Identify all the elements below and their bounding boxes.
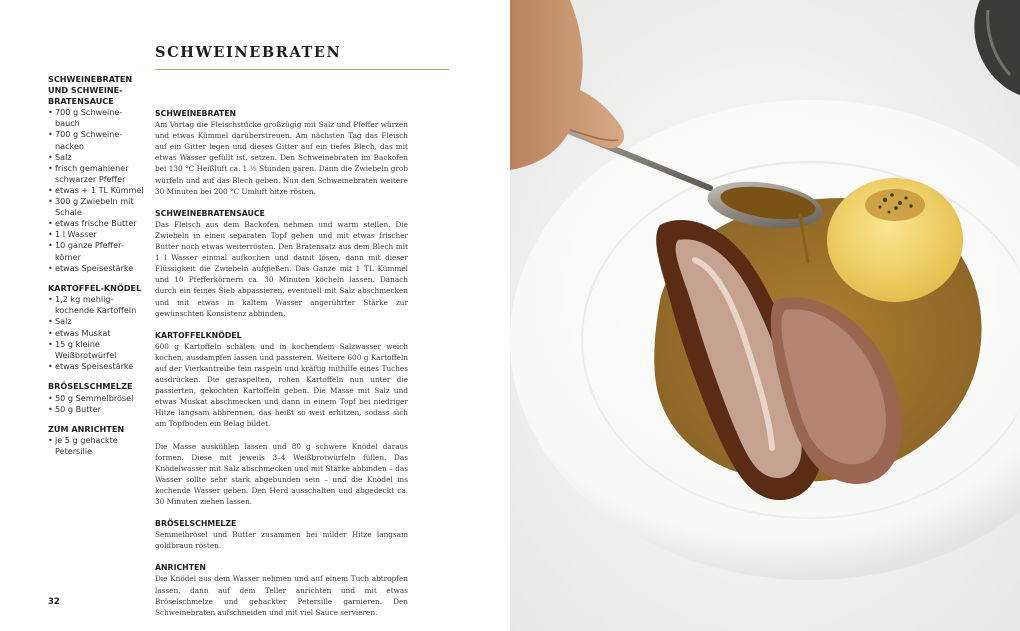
- ingredient-item: • etwas frische Butter: [48, 218, 144, 229]
- method-section: [155, 208, 408, 319]
- ingredient-item: • 1,2 kg mehlig-kochende Kartoffeln: [48, 294, 144, 316]
- ingredient-item: • 50 g Semmelbrösel: [48, 393, 144, 404]
- ingredient-item: • etwas Speisestärke: [48, 263, 144, 274]
- ingredient-list: [48, 435, 144, 457]
- method-section: [155, 518, 408, 551]
- ingredient-item: • 300 g Zwiebeln mit Schale: [48, 196, 144, 218]
- method-paragraph: 600 g Kartoffeln schälen und in kochendem Salzwasser weich kochen, ausdampfen lassen und passieren. Weitere 600 g Kartoffeln auf der Vierkantreibe fein raspeln und kräftig mithilfe eines Tuches ausdrücken. Die geraspelten, rohen Kartoffeln nun unter die passierten, gekochten Kartoffeln geben. Die Masse mit Salz und etwas Muskat abschmecken und dann in einem Topf bei niedriger Hitze langsam abbrennen, das heißt so weit erhitzen, sodass sich am Topfboden ein Belag bildet.: [155, 341, 408, 429]
- method-section: [155, 108, 408, 197]
- method-section-heading: BRÖSELSCHMELZE: [155, 519, 237, 529]
- ingredient-group: [48, 381, 144, 414]
- method-section-heading: ANRICHTEN: [155, 563, 206, 573]
- ingredient-list: [48, 107, 144, 273]
- method-section: [155, 562, 408, 617]
- ingredient-item: • etwas Speisestärke: [48, 361, 144, 372]
- method-paragraph: Semmelbrösel und Butter zusammen bei milder Hitze langsam goldbraun rösten.: [155, 530, 408, 551]
- ingredient-group-heading: KARTOFFEL-KNÖDEL: [48, 283, 142, 294]
- ingredient-item: • etwas Muskat: [48, 328, 144, 339]
- title-rule: [155, 69, 449, 70]
- ingredient-list: [48, 393, 144, 415]
- ingredient-item: • 10 ganze Pfeffer-körner: [48, 240, 144, 262]
- ingredient-item: • 50 g Butter: [48, 404, 144, 415]
- page-number: 32: [48, 597, 60, 607]
- method-paragraph: Die Masse auskühlen lassen und 80 g schwere Knödel daraus formen. Diese mit jeweils 3–4 Weißbrotwürfeln füllen. Das Knödelwasser mit Salz abschmecken und mit Stärke abbinden – das Wasser sollte sehr stark abgebunden sein – und die Knödel ins kochende Wasser geben. Den Herd ausschalten und abgedeckt ca. 30 Minuten ziehen lassen.: [155, 441, 408, 506]
- ingredient-group: [48, 74, 144, 274]
- ingredient-item: • 700 g Schweine-bauch: [48, 107, 144, 129]
- ingredient-group-heading: ZUM ANRICHTEN: [48, 424, 125, 435]
- ingredient-group: [48, 283, 144, 372]
- ingredient-item: • 1 l Wasser: [48, 229, 144, 240]
- method-section-heading: SCHWEINEBRATEN: [155, 109, 237, 118]
- ingredient-group: [48, 424, 144, 457]
- method-section: [155, 330, 408, 507]
- method-paragraph: Das Fleisch aus dem Backofen nehmen und warm stellen. Die Zwiebeln in einen separaten Topf geben und mit etwas frischer Butter noch etwas weiterrösten. Den Bratensatz aus dem Blech mit 1 l Wasser einmal aufkochen und damit lösen, dann mit dieser Flüssigkeit die Zwiebeln aufgießen. Das Ganze mit 1 TL Kümmel und 10 Pfefferkörnern ca. 30 Minuten köcheln lassen. Danach durch ein feines Sieb abpassieren, eventuell mit Salz abschmecken und mit etwas in kaltem Wasser angerührter Stärke zur gewünschten Konsistenz abbinden.: [155, 219, 408, 318]
- dish-photo-svg: [510, 0, 1020, 631]
- ingredient-item: • etwas + 1 TL Kümmel: [48, 185, 144, 196]
- method-paragraph: Die Knödel aus dem Wasser nehmen und auf einem Tuch abtropfen lassen, dann auf dem Teller anrichten und mit etwas Bröselschmelze und gehackter Petersille garnieren. Den Schweinebraten aufschneiden und mit viel Sauce servieren.: [155, 574, 408, 617]
- ingredient-group-heading: BRÖSELSCHMELZE: [48, 381, 133, 392]
- method-paragraph: Am Vortag die Fleischstücke großzügig mit Salz und Pfeffer würzen und etwas Kümmel darüberstreuen. Am nächsten Tag das Fleisch auf ein Gitter legen und dieses Gitter auf ein tiefes Blech, das mit etwas Wasser gefüllt ist, setzen. Den Schweinebraten im Backofen bei 130 °C Heißluft ca. 1 ½ Stunden garen. Dann die Zwiebeln grob würfeln und auf das Blech geben. Nun den Schweinebraten weitere 30 Minuten bei 200 °C Umluft hitze rösten.: [155, 120, 408, 196]
- ingredient-list: [48, 294, 144, 372]
- ingredient-item: • Salz: [48, 316, 144, 327]
- ingredient-item: • je 5 g gehackte Petersilie: [48, 435, 144, 457]
- method-section-heading: SCHWEINEBRATENSAUCE: [155, 208, 265, 218]
- ingredient-group-heading: SCHWEINEBRATEN UND SCHWEINE-BRATENSAUCE: [48, 74, 133, 107]
- dish-photo: [510, 0, 1020, 631]
- crumb-topping: [865, 189, 925, 221]
- ingredient-item: • 700 g Schweine-nacken: [48, 129, 144, 151]
- ingredients-sidebar: [48, 74, 144, 467]
- page-title: SCHWEINEBRATEN: [155, 44, 342, 61]
- method-section-heading: KARTOFFELKNÖDEL: [155, 330, 242, 340]
- ingredient-item: • Salz: [48, 152, 144, 163]
- ingredient-item: • 15 g kleine Weißbrotwürfel: [48, 339, 144, 361]
- method-column: [155, 108, 408, 629]
- ingredient-item: • frisch gemahlener schwarzer Pfeffer: [48, 163, 144, 185]
